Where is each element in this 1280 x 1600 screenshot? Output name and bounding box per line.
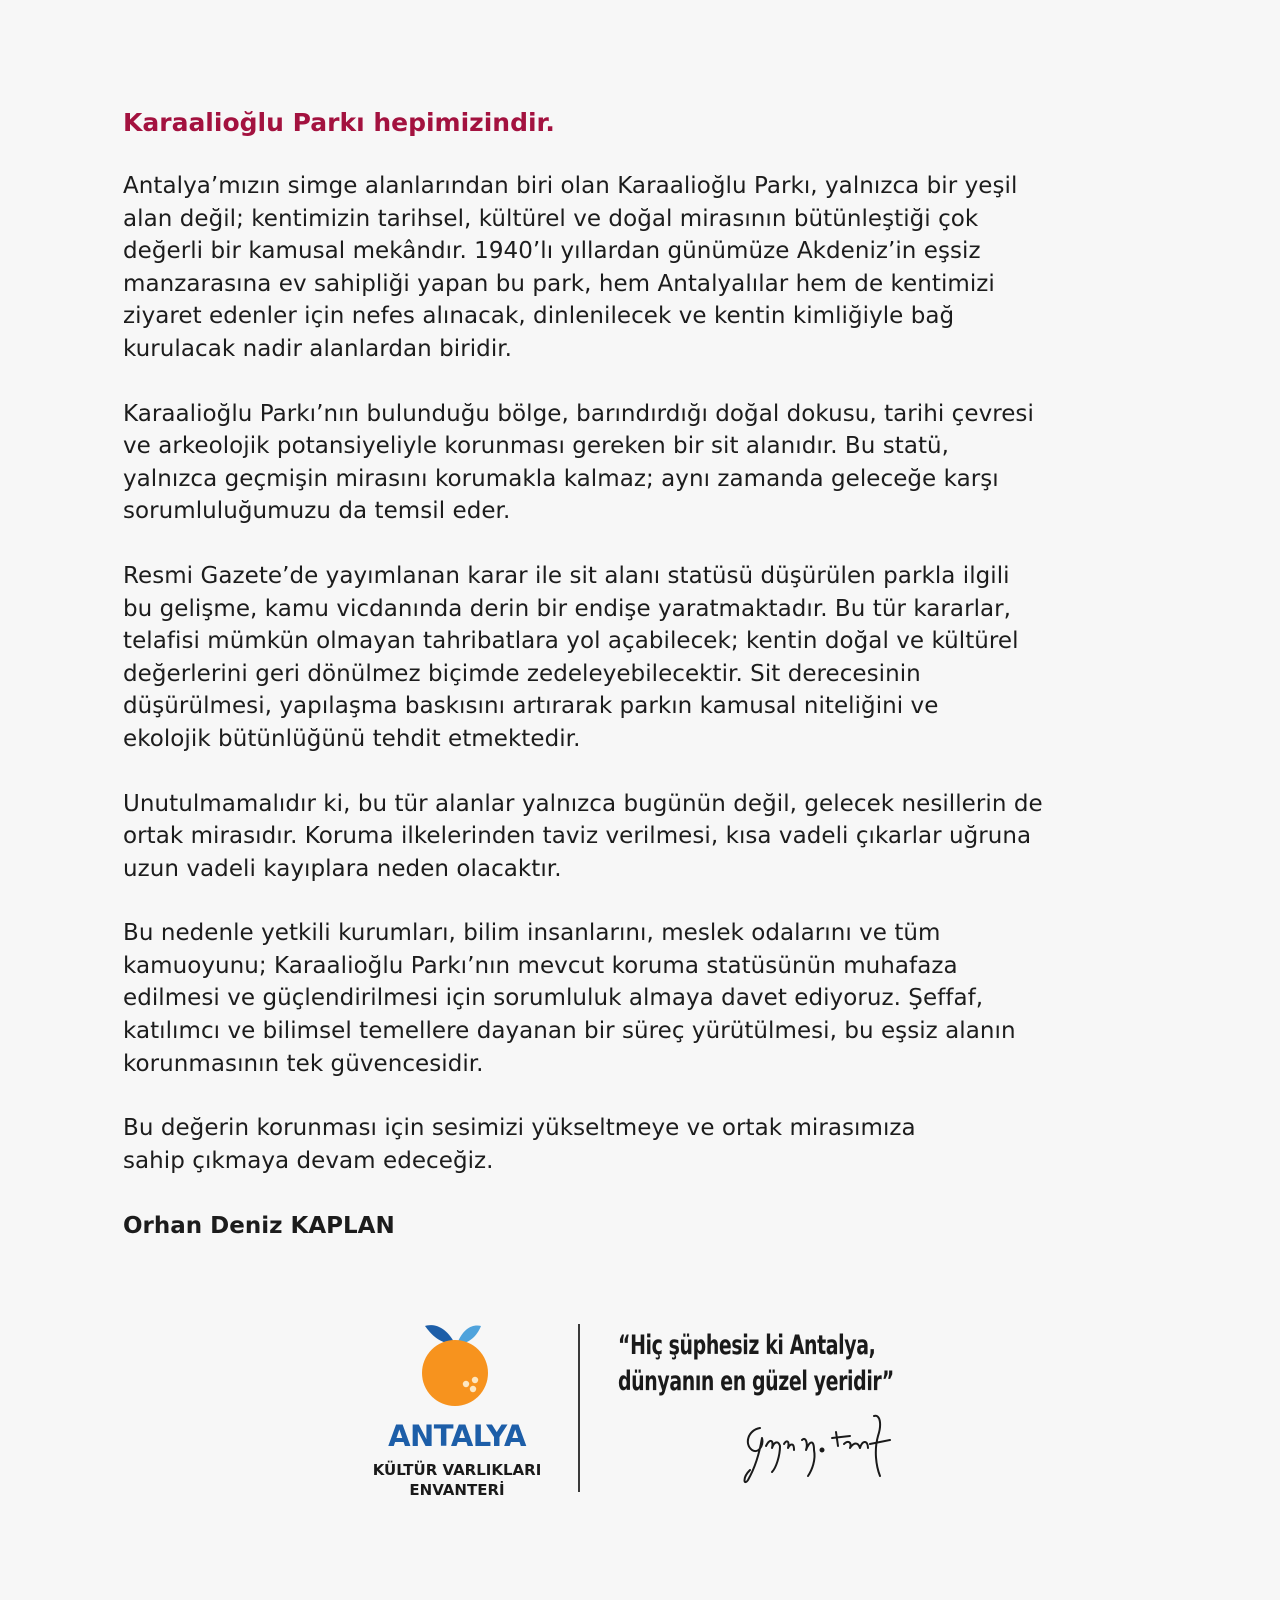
text-line: katılımcı ve bilimsel temellere dayanan bir süreç yürütülmesi, bu eşsiz alanın — [123, 1018, 1016, 1045]
handwritten-signature-icon — [740, 1410, 910, 1490]
text-line: değerlerini geri dönülmez biçimde zedeleyebilecektir. Sit derecesinin — [123, 660, 921, 687]
paragraph-6 — [123, 1112, 1163, 1177]
text-line: ziyaret edenler için nefes alınacak, dinlenilecek ve kentin kimliğiyle bağ — [123, 303, 955, 330]
text-line: kamuoyunu; Karaalioğlu Parkı’nın mevcut koruma statüsünün muhafaza — [123, 952, 958, 979]
logo-title: ANTALYA — [388, 1419, 526, 1453]
text-line: kurulacak nadir alanlardan biridir. — [123, 335, 513, 362]
ataturk-quote — [618, 1328, 894, 1400]
text-line: sorumluluğumuzu da temsil eder. — [123, 498, 511, 525]
text-line: ekolojik bütünlüğünü tehdit etmektedir. — [123, 725, 581, 752]
logo-subtitle — [362, 1460, 552, 1500]
footer — [0, 1310, 1280, 1510]
text-line: Karaalioğlu Parkı’nın bulunduğu bölge, barındırdığı doğal dokusu, tarihi çevresi — [123, 400, 1034, 427]
antalya-logo — [362, 1320, 552, 1500]
text-line: korunmasının tek güvencesidir. — [123, 1050, 484, 1077]
text-line: telafisi mümkün olmayan tahribatlara yol açabilecek; kentin doğal ve kültürel — [123, 628, 1019, 655]
paragraph-4 — [123, 788, 1163, 886]
text-line: Bu değerin korunması için sesimizi yükseltmeye ve ortak mirasımıza — [123, 1115, 916, 1142]
text-line: sahip çıkmaya devam edeceğiz. — [123, 1147, 494, 1174]
paragraph-1 — [123, 170, 1163, 366]
text-line: bu gelişme, kamu vicdanında derin bir endişe yaratmaktadır. Bu tür kararlar, — [123, 595, 1012, 622]
text-line: alan değil; kentimizin tarihsel, kültürel ve doğal mirasının bütünleştiği çok — [123, 205, 979, 232]
text-line: uzun vadeli kayıplara neden olacaktır. — [123, 855, 562, 882]
text-line: ve arkeolojik potansiyeliyle korunması gereken bir sit alanıdır. Bu statü, — [123, 433, 950, 460]
paragraph-5 — [123, 917, 1163, 1080]
letter-heading: Karaalioğlu Parkı hepimizindir. — [123, 108, 555, 137]
footer-divider — [578, 1324, 580, 1492]
quote-line: “Hiç şüphesiz ki Antalya, — [618, 1330, 876, 1361]
text-line: Resmi Gazete’de yayımlanan karar ile sit alanı statüsü düşürülen parkla ilgili — [123, 562, 1010, 589]
text-line: Bu nedenle yetkili kurumları, bilim insanlarını, meslek odalarını ve tüm — [123, 920, 941, 947]
logo-subtitle-line: KÜLTÜR VARLIKLARI — [372, 1461, 542, 1479]
orange-icon — [417, 1320, 497, 1410]
text-line: değerli bir kamusal mekândır. 1940’lı yıllardan günümüze Akdeniz’in eşsiz — [123, 238, 981, 265]
text-line: Antalya’mızın simge alanlarından biri olan Karaalioğlu Parkı, yalnızca bir yeşil — [123, 173, 1018, 199]
text-line: Unutulmamalıdır ki, bu tür alanlar yalnızca bugünün değil, gelecek nesillerin de — [123, 790, 1043, 817]
logo-subtitle-line: ENVANTERİ — [409, 1481, 505, 1499]
text-line: düşürülmesi, yapılaşma baskısını artırarak parkın kamusal niteliğini ve — [123, 693, 939, 720]
author-signature-name: Orhan Deniz KAPLAN — [123, 1213, 395, 1240]
letter — [123, 104, 1163, 1243]
paragraph-3 — [123, 560, 1163, 756]
text-line: ortak mirasıdır. Koruma ilkelerinden taviz verilmesi, kısa vadeli çıkarlar uğruna — [123, 823, 1032, 850]
text-line: edilmesi ve güçlendirilmesi için sorumluluk almaya davet ediyoruz. Şeffaf, — [123, 985, 984, 1012]
text-line: yalnızca geçmişin mirasını korumakla kalmaz; aynı zamanda geleceğe karşı — [123, 465, 999, 492]
paragraph-2 — [123, 398, 1163, 528]
text-line: manzarasına ev sahipliği yapan bu park, hem Antalyalılar hem de kentimizi — [123, 270, 995, 297]
quote-line: dünyanın en güzel yeridir” — [618, 1366, 894, 1397]
